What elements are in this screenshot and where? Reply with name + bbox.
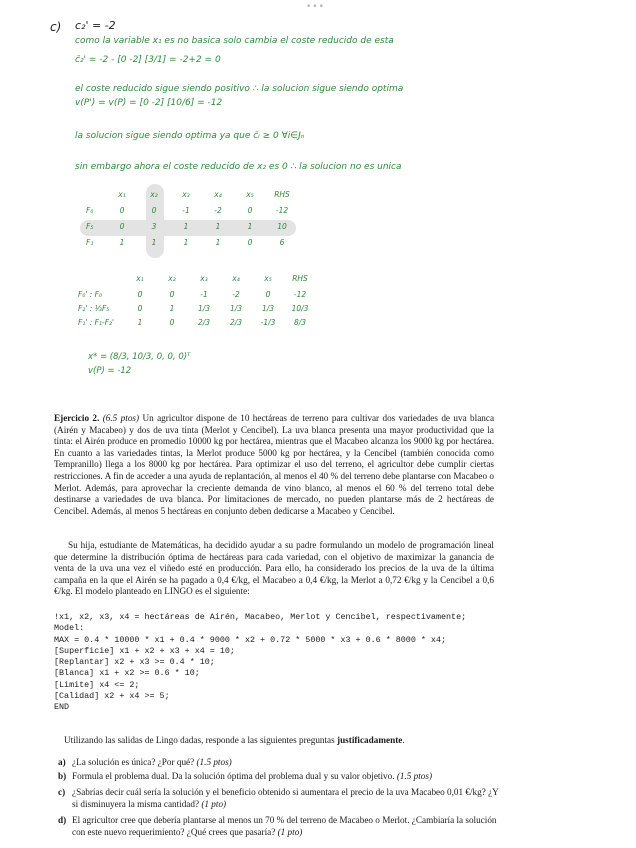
question-label: a) [58, 757, 66, 767]
instructions-text: Utilizando las salidas de Lingo dadas, responde a las siguientes preguntas [64, 735, 338, 745]
code-line: [Blanca] x1 + x2 >= 0.6 * 10; [54, 668, 200, 679]
note-line-1: como la variable x₁ es no basica solo cambia el coste reducido de esta [75, 36, 394, 46]
tableau-cell: 0 [137, 290, 143, 299]
tableau-cell: -12 [293, 290, 307, 299]
tableau-2 [78, 274, 338, 334]
code-line: [Calidad] x2 + x4 >= 5; [54, 691, 170, 702]
exercise-text-1: Un agricultor dispone de 10 hectáreas de terreno para cultivar dos variedades de uva blanca (Airén y Macabeo) y dos de uva tinta (Merlot y Cencibel). La uva blanca presenta una mayor productividad que la tinta: el Airén produce en promedio 10000 kg por hectárea, mientras que el Macabeo alcanza los 9000 kg por hectárea. En cuanto a las variedades tintas, la Merlot produce 5000 kg por hectárea, y la Cencibel (también conocida como Tempranillo) llega a los 8000 kg por hectárea. Para optimizar el uso del terreno, el agricultor debe cumplir ciertas restricciones. A fin de acceder a una ayuda de replantación, al menos el 40 % del terreno debe plantarse con Macabeo o Merlot. Además, para aprovechar la creciente demanda de vino blanco, al menos el 60 % del terreno total debe destinarse a variedades de uva blanca. Por limitaciones de mercado, no pueden plantarse más de 2 hectáreas de Cencibel. Además, al menos 5 hectáreas en conjunto deben dedicarse a Macabeo y Cencibel. [54, 413, 495, 516]
tableau-1 [86, 190, 316, 260]
question-label: c) [58, 787, 66, 797]
code-line: [Limite] x4 <= 2; [54, 679, 140, 690]
tableau-cell: 6 [279, 238, 285, 247]
question-points: (1 pto) [201, 798, 227, 809]
tableau-cell: 0 [137, 304, 143, 313]
tableau-cell: -1 [200, 290, 208, 299]
tableau-row-label: F₀ [86, 206, 94, 215]
note-line-2: c̄₂' = -2 - [0 -2] [3/1] = -2+2 = 0 [75, 55, 221, 65]
tableau-cell: 1 [183, 238, 189, 247]
tableau-cell: 1/3 [197, 304, 211, 313]
tableau-cell: 0 [119, 222, 125, 231]
tableau-row-label: F₁ [86, 238, 94, 247]
question-points: (1.5 ptos) [396, 771, 433, 781]
exercise-paragraph-1 [54, 413, 494, 517]
tableau-header-cell: x₄ [214, 190, 222, 199]
tableau-cell: 1 [151, 238, 157, 247]
instructions-end: . [402, 735, 405, 745]
note-heading: c₂' = -2 [75, 19, 116, 32]
tableau-header-cell: x₃ [182, 190, 190, 199]
tableau-header-cell: x₅ [246, 190, 254, 199]
tableau-cell: 0 [151, 206, 157, 215]
tableau-header-cell: RHS [274, 190, 290, 199]
tableau-header-cell: x₁ [136, 274, 144, 283]
exercise-paragraph-2: Su hija, estudiante de Matemáticas, ha decidido ayudar a su padre formulando un modelo de programación lineal que determine la distribución óptima de hectáreas para cada variedad, con el objetivo de maximizar la ganancia de venta de la uva una vez el viñedo esté en producción. Para ello, ha considerado los precios de la uva de la última campaña en la que el Airén se ha pagado a 0,4 €/kg, el Macabeo a 0,4 €/kg, la Merlot a 0,72 €/kg y la Cencibel a 0,6 €/kg. El modelo planteado en LINGO es el siguiente: [54, 540, 494, 597]
question-points: (1 pto) [277, 826, 303, 837]
tableau-cell: 0 [247, 238, 253, 247]
note-line-6: sin embargo ahora el coste reducido de x₂ es 0 ∴ la solucion no es unica [75, 162, 402, 172]
part-label: c) [50, 20, 62, 34]
solution-value: v(P) = -12 [88, 366, 132, 376]
tableau-cell: 8/3 [293, 318, 307, 327]
tableau-cell: 1 [137, 318, 143, 327]
code-line: [Replantar] x2 + x3 >= 0.4 * 10; [54, 657, 215, 668]
question-text: ¿Sabrías decir cuál sería la solución y el beneficio obtenido si aumentara el precio de la uva Macabeo 0,01 €/kg? ¿Y si disminuyera la misma cantidad? (1 pto) [72, 787, 499, 809]
tableau-cell: 1 [183, 222, 189, 231]
tableau-cell: -2 [214, 206, 222, 215]
tableau-cell: 10 [277, 222, 287, 231]
tableau-cell: 10/3 [291, 304, 309, 313]
tableau-header-cell: x₂ [150, 190, 158, 199]
tableau-cell: 0 [247, 206, 253, 215]
tableau-cell: 1 [215, 222, 221, 231]
tableau-cell: 0 [169, 290, 175, 299]
code-line: [Superficie] x1 + x2 + x3 + x4 = 10; [54, 645, 235, 656]
exercise-title: Ejercicio 2. [54, 413, 100, 423]
tableau-cell: -1/3 [260, 318, 276, 327]
tableau-cell: 2/3 [229, 318, 243, 327]
instructions-bold: justificadamente [337, 735, 403, 745]
tableau-header-cell: x₄ [232, 274, 240, 283]
tableau-header-cell: x₂ [168, 274, 176, 283]
tableau-cell: -12 [275, 206, 289, 215]
tableau-header-cell: x₅ [264, 274, 272, 283]
lingo-model-code [54, 612, 466, 714]
tableau-row-label: F₀' : F₀ [78, 290, 102, 299]
exercise-points: (6.5 ptos) [102, 413, 140, 423]
tableau-cell: 1 [247, 222, 253, 231]
tableau-cell: 2/3 [197, 318, 211, 327]
menu-dots-icon[interactable]: ••• [306, 2, 325, 12]
tableau-cell: 0 [265, 290, 271, 299]
code-line: MAX = 0.4 * 10000 * x1 + 0.4 * 9000 * x2 + 0.72 * 5000 * x3 + 0.6 * 8000 * x4; [54, 634, 447, 645]
tableau-cell: 1 [215, 238, 221, 247]
tableau-header-cell: RHS [292, 274, 308, 283]
tableau-row-label: F₅ [86, 222, 94, 231]
tableau-row-label: F₁' : F₁-F₂' [78, 318, 115, 327]
code-line: END [54, 702, 70, 713]
tableau-row-label: F₂' : ⅓F₅ [78, 304, 110, 313]
code-line: Model: [54, 623, 85, 634]
tableau-cell: 1 [169, 304, 175, 313]
note-line-3: el coste reducido sigue siendo positivo ∴ la solucion sigue siendo optima [75, 84, 404, 94]
tableau-cell: 0 [169, 318, 175, 327]
tableau-cell: -1 [182, 206, 190, 215]
tableau-cell: 1 [119, 238, 125, 247]
question-label: b) [58, 771, 67, 781]
question-points: (1.5 ptos) [196, 757, 232, 767]
tableau-cell: 3 [151, 222, 157, 231]
code-line: !x1, x2, x3, x4 = hectáreas de Airén, Macabeo, Merlot y Cencibel, respectivamente; [54, 612, 467, 622]
tableau-cell: -2 [232, 290, 240, 299]
note-line-4: v(P') = v(P) = [0 -2] [10/6] = -12 [75, 98, 223, 108]
tableau-header-cell: x₃ [200, 274, 208, 283]
tableau-header-cell: x₁ [118, 190, 126, 199]
solution-vector: x* = (8/3, 10/3, 0, 0, 0)ᵀ [88, 352, 191, 362]
tableau-cell: 1/3 [229, 304, 243, 313]
tableau-cell: 1/3 [261, 304, 275, 313]
question-text: Formula el problema dual. Da la solución óptima del problema dual y su valor objetivo. (1.5 ptos) [72, 771, 433, 781]
tableau-cell: 0 [119, 206, 125, 215]
instructions [64, 735, 504, 747]
question-label: d) [58, 815, 67, 825]
question-text: ¿La solución es única? ¿Por qué? (1.5 ptos) [72, 757, 232, 767]
question-text: El agricultor cree que debería plantarse al menos un 70 % del terreno de Macabeo o Merlot. ¿Cambiaría la solución con este nuevo requerimiento? ¿Qué crees que pasaría? (1 pto) [72, 815, 497, 837]
note-line-5: la solucion sigue siendo optima ya que c̄ᵢ ≥ 0 ∀i∈Jₙ [75, 131, 305, 141]
